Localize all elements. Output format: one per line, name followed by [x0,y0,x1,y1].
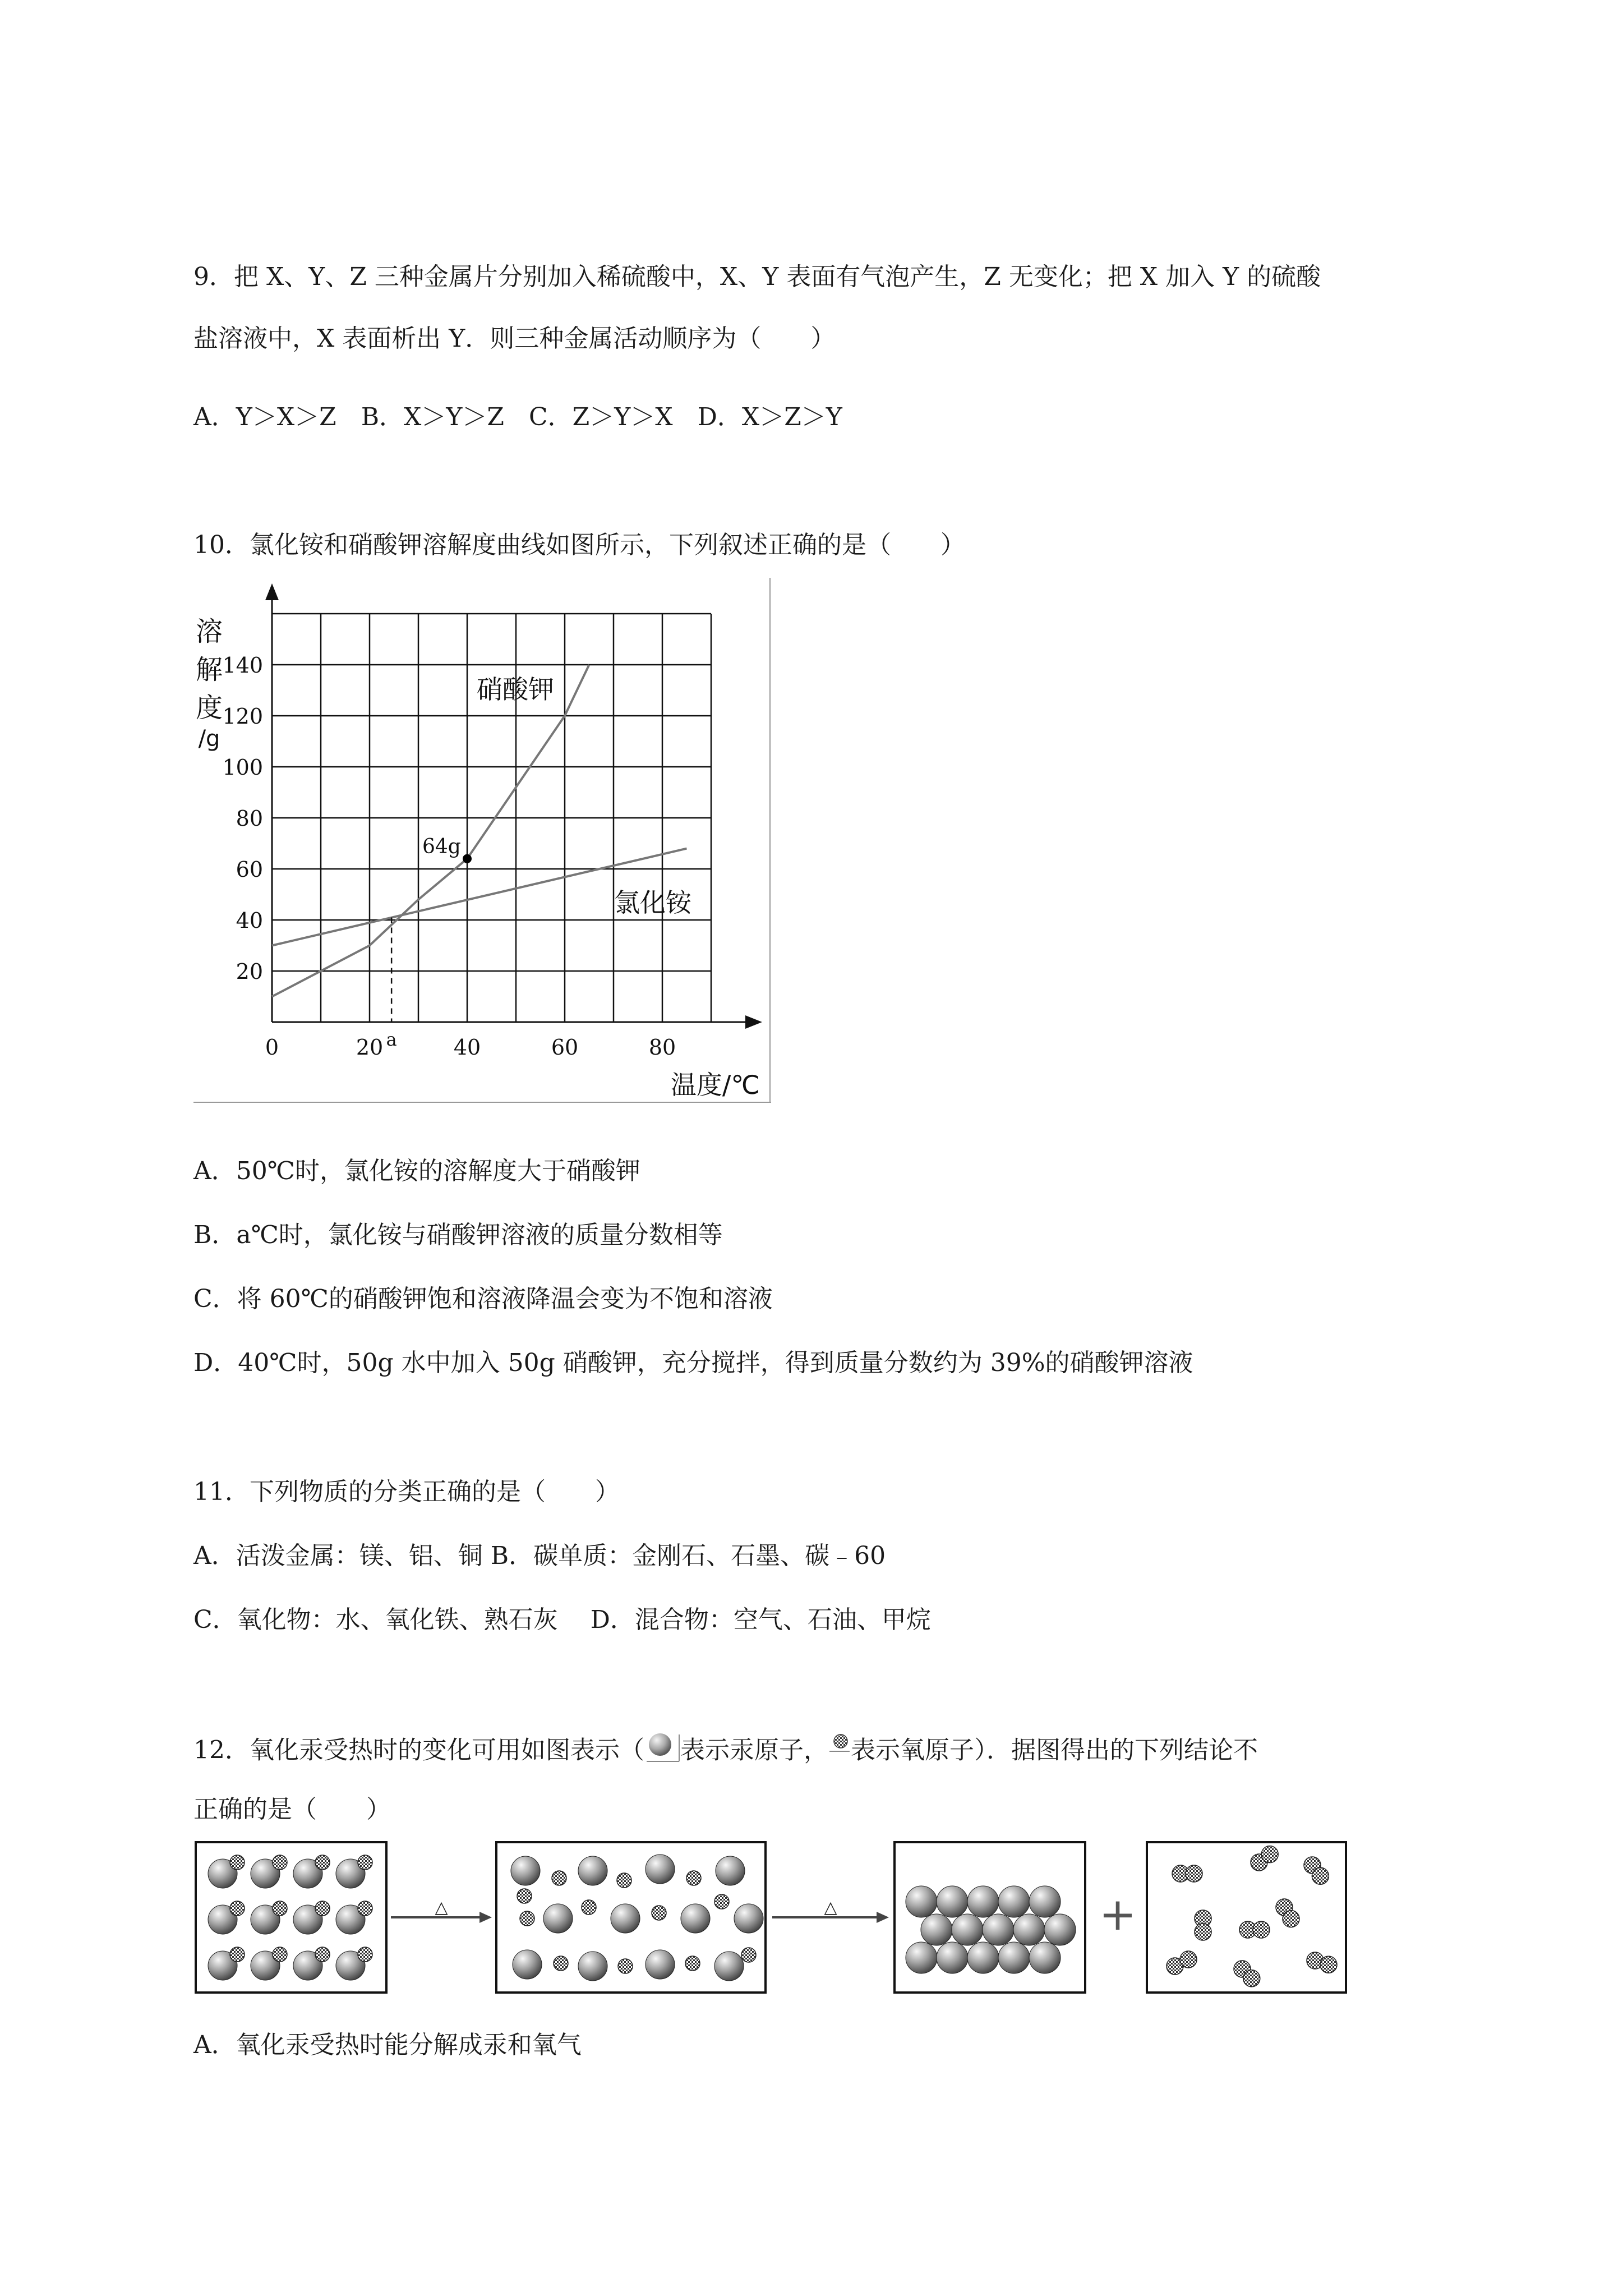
mercury-atom [511,1856,540,1885]
plus-symbol: + [1099,1888,1137,1940]
nh4cl-label: 氯化铵 [614,887,691,918]
x-tick-label: a [386,1029,397,1050]
q12-option-a: A．氧化汞受热时能分解成汞和氧气 [193,2031,582,2059]
solubility-chart-svg [193,578,771,1104]
separated-atoms-box [496,1842,766,1993]
oxygen-atom [273,1901,287,1916]
q10-stem: 10．氯化铵和硝酸钾溶解度曲线如图所示，下列叙述正确的是（ ） [193,531,965,559]
hgo-molecules-box [196,1842,386,1993]
x-tick-label: 60 [551,1035,579,1060]
oxygen-atom [582,1900,596,1915]
oxygen-atom [315,1947,330,1962]
heat-arrow-2 [772,1898,889,1923]
mercury-atom [1029,1886,1061,1917]
oxygen-atom-icon [828,1732,851,1772]
label-64g: 64g [422,835,461,858]
mercury-atom [645,1950,675,1979]
mercury-atom [967,1942,999,1973]
y-axis-title-char: 溶 [195,616,223,647]
x-tick-label: 40 [453,1035,481,1060]
x-axis-title: 温度/℃ [670,1070,760,1100]
q9-line2: 盐溶液中，X 表面析出 Y．则三种金属活动顺序为（ ） [193,324,836,353]
mercury-atom-icon [644,1732,680,1772]
heat-symbol: △ [435,1898,448,1917]
mercury-atom [937,1886,968,1917]
oxygen-atom [554,1956,568,1971]
oxygen-atom [230,1901,245,1916]
q9-options: A．Y＞X＞Z B．X＞Y＞Z C．Z＞Y＞X D．X＞Z＞Y [193,403,842,431]
oxygen-atom [618,1959,633,1973]
oxygen-atom [1186,1865,1202,1882]
solubility-chart [193,578,771,1104]
mercury-atom [937,1942,968,1973]
oxygen-atom [685,1956,700,1971]
oxygen-atom [1243,1970,1260,1987]
oxygen-atom [617,1873,631,1888]
oxygen-atom [1320,1956,1337,1973]
heat-arrow-1 [391,1898,492,1923]
q12-stem-pre: 12．氧化汞受热时的变化可用如图表示（ [193,1736,644,1765]
mercury-atom [543,1904,573,1933]
y-tick-label: 80 [236,806,263,831]
mercury-atom [921,1914,952,1945]
oxygen-atom [358,1901,372,1916]
oxygen-atom [552,1871,566,1885]
x-tick-label: 80 [648,1035,676,1060]
oxygen-atom [1195,1924,1211,1940]
mercury-oxide-diagram [193,1840,1349,2003]
y-axis-title-char: 解 [195,654,223,685]
oxygen-molecules-box [1147,1842,1346,1993]
y-tick-label: 40 [236,908,263,933]
q11-stem: 11．下列物质的分类正确的是（ ） [193,1478,620,1506]
q10-option-b: B．a℃时，氯化铵与硝酸钾溶液的质量分数相等 [193,1221,723,1249]
oxygen-atom [714,1894,729,1909]
mercury-atom [1029,1942,1061,1973]
mercury-atom [716,1856,745,1885]
mercury-atom [1044,1914,1076,1945]
y-tick-label: 20 [236,959,263,984]
y-tick-label: 100 [222,755,263,780]
oxygen-atom [1253,1921,1270,1938]
mercury-atom [645,1855,675,1884]
x-tick-label: 20 [356,1035,384,1060]
y-tick-label: 60 [236,857,263,882]
oxygen-atom [273,1855,287,1870]
q12-stem-mid: 表示汞原子， [680,1736,828,1765]
mercury-atom [998,1886,1030,1917]
mercury-atom [906,1886,937,1917]
kno3-label: 硝酸钾 [477,674,554,705]
oxygen-atom [1261,1846,1278,1863]
oxygen-atom [652,1906,666,1920]
oxygen-atom [315,1901,330,1916]
oxygen-atom [230,1855,245,1870]
oxygen-atom [1312,1867,1329,1884]
mercury-atom [578,1952,607,1981]
q9-line1: 9．把 X、Y、Z 三种金属片分别加入稀硫酸中，X、Y 表面有气泡产生，Z 无变化；把 X 加入 Y 的硫酸 [193,263,1321,291]
oxygen-atom [741,1948,756,1962]
y-tick-label: 120 [222,704,263,729]
heat-symbol: △ [824,1898,837,1917]
mercury-atom [1013,1914,1045,1945]
q12-stem-line2: 正确的是（ ） [193,1795,391,1824]
oxygen-atom [520,1911,534,1926]
x-tick-label: 0 [265,1035,279,1060]
oxygen-atom [517,1889,532,1903]
plus-sign [1099,1888,1136,1940]
mercury-atom [578,1856,607,1885]
q11-options-row2: C．氧化物：水、氧化铁、熟石灰 D．混合物：空气、石油、甲烷 [193,1605,931,1634]
mercury-atom [967,1886,999,1917]
oxygen-atom [358,1947,372,1962]
mercury-atom [513,1950,542,1979]
q12-stem-line1 [193,1732,1258,1772]
arrow-head [479,1912,492,1923]
oxygen-atom [686,1871,701,1885]
mercury-atom [952,1914,983,1945]
mercury-atom [714,1952,744,1981]
q11-options-row1: A．活泼金属：镁、铝、铜 B．碳单质：金刚石、石墨、碳﹣60 [193,1542,886,1570]
oxygen-atom [1180,1951,1197,1968]
y-tick-label: 140 [222,653,263,678]
oxygen-atom [1283,1911,1299,1927]
mercury-atom [906,1942,937,1973]
mercury-box [895,1842,1085,1993]
y-axis-title-char: 度 [195,692,223,724]
mercury-atom [983,1914,1014,1945]
q10-option-d: D．40℃时，50g 水中加入 50g 硝酸钾，充分搅拌，得到质量分数约为 39%的硝酸钾溶液 [193,1349,1193,1377]
mercury-atom [734,1904,763,1933]
oxygen-atom [358,1855,372,1870]
y-axis-unit: /g [198,726,220,752]
q12-stem-post: 表示氧原子）．据图得出的下列结论不 [851,1736,1258,1765]
oxygen-atom [230,1947,245,1962]
arrow-head [877,1912,889,1923]
q10-option-c: C．将 60℃的硝酸钾饱和溶液降温会变为不饱和溶液 [193,1285,773,1313]
mercury-atom [998,1942,1030,1973]
point-64g [463,854,472,863]
mercury-atom [681,1904,710,1933]
oxygen-atom [315,1855,330,1870]
q10-option-a: A．50℃时，氯化铵的溶解度大于硝酸钾 [193,1157,640,1185]
mercury-atom [611,1904,640,1933]
oxygen-atom [273,1947,287,1962]
